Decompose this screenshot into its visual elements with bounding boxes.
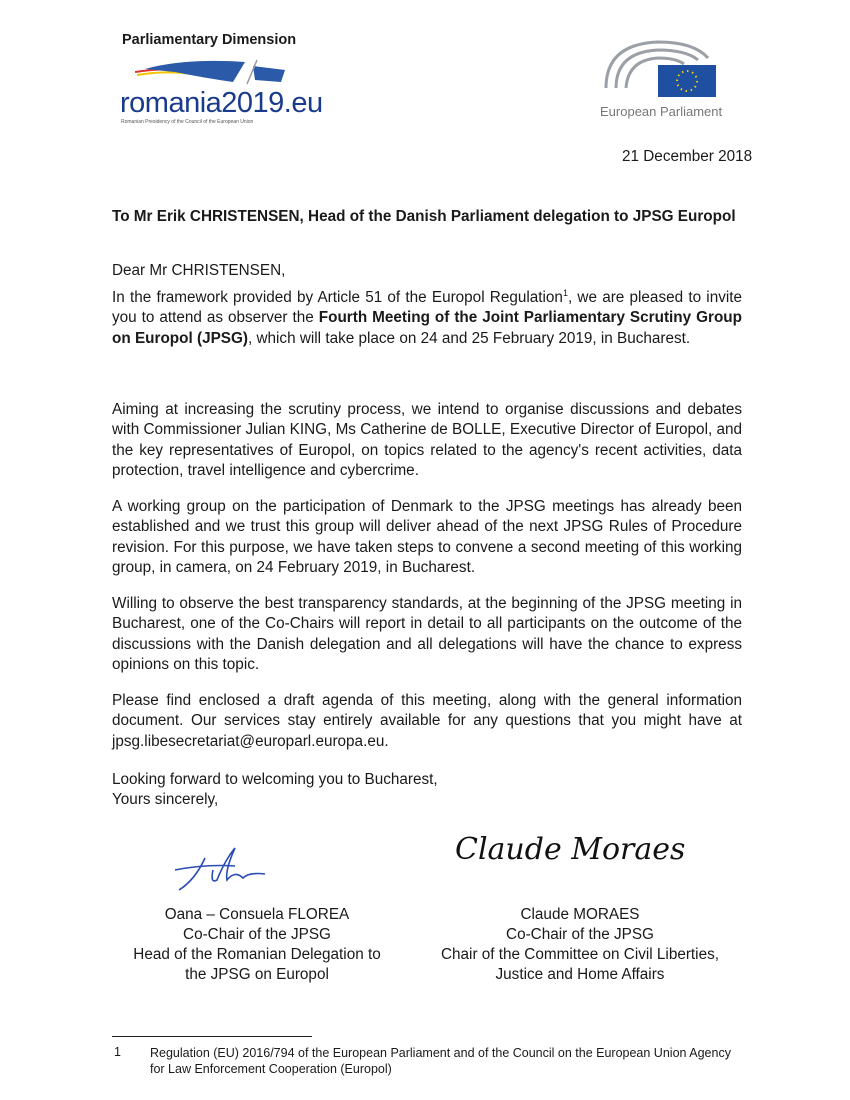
- paragraph-agenda: Aiming at increasing the scrutiny process, we intend to organise discussions and debates with Commissioner Julian KING, Ms Catherine de BOLLE, Executive Director of Europol, and the key representatives of Europol, on topics related to the agency's recent activities, data protection, travel intelligence and cybercrime.: [112, 401, 742, 479]
- closing-line: Yours sincerely,: [112, 791, 219, 809]
- parliamentary-dimension-title: Parliamentary Dimension: [122, 32, 297, 48]
- paragraph-working-group: A working group on the participation of Denmark to the JPSG meetings has already been established and we trust this group will deliver ahead of the next JPSG Rules of Procedure revision. For this purpose, we have taken steps to convene a second meeting of this working group, in camera, on 24 February 2019, in Bucharest.: [112, 498, 742, 576]
- closing-line: Looking forward to welcoming you to Bucharest,: [112, 771, 438, 788]
- paragraph-invitation: [112, 283, 742, 349]
- romania-logo-subtitle: Romanian Presidency of the Council of the European Union: [121, 119, 254, 125]
- footnote-ref: 1: [562, 288, 568, 298]
- signatory-role: Co-Chair of the JPSG: [506, 926, 654, 943]
- moraes-signature: Claude Moraes: [455, 832, 686, 867]
- closing: [112, 770, 438, 811]
- p1-text: In the framework provided by Article 51 of the Europol Regulation: [112, 289, 563, 307]
- romania-presidency-logo-icon: [135, 58, 290, 88]
- paragraph-enclosures: Please find enclosed a draft agenda of this meeting, along with the general information document. Our services stay entirely available for any questions that you might have at jpsg.libesecretariat@europarl.europa.eu.: [112, 692, 742, 750]
- signatory-name: Claude MORAES: [520, 906, 640, 923]
- signatory-role: Justice and Home Affairs: [495, 966, 665, 983]
- signatory-role: Chair of the Committee on Civil Liberties,: [440, 946, 719, 963]
- meeting-name: Fourth Meeting of the Joint Parliamentary Scrutiny Group on Europol (JPSG): [112, 309, 742, 347]
- footnote-text: Regulation (EU) 2016/794 of the European Parliament and of the Council on the European Union Agency for Law Enforcement Cooperation (Europol): [150, 1046, 731, 1076]
- signatory-role: the JPSG on Europol: [185, 966, 329, 983]
- p1-text: , which will take place on 24 and 25 February 2019, in Bucharest.: [247, 329, 691, 347]
- footnote-divider: [112, 1036, 312, 1037]
- florea-signature-icon: [165, 840, 285, 895]
- signatory-name: Oana – Consuela FLOREA: [164, 906, 350, 923]
- signatory-moraes: [420, 905, 740, 985]
- signatory-role: Head of the Romanian Delegation to: [133, 946, 381, 963]
- european-parliament-logo-icon: [598, 38, 718, 98]
- p1-text: , we are pleased to invite you to attend as observer the: [112, 289, 743, 327]
- letter-subject: To Mr Erik CHRISTENSEN, Head of the Danish Parliament delegation to JPSG Europol: [112, 208, 736, 225]
- signatory-florea: [112, 905, 402, 985]
- signatory-role: Co-Chair of the JPSG: [183, 926, 331, 943]
- salutation: Dear Mr CHRISTENSEN,: [112, 262, 286, 279]
- letter-date: 21 December 2018: [622, 148, 753, 165]
- paragraph-transparency: Willing to observe the best transparency standards, at the beginning of the JPSG meeting in Bucharest, one of the Co-Chairs will report in detail to all participants on the outcome of the discussions with the Danish delegation and all delegations will have the chance to express opinions on this topic.: [112, 595, 742, 673]
- european-parliament-label: European Parliament: [600, 104, 723, 119]
- romania2019-logo-text: romania2019.eu: [120, 87, 323, 119]
- footnote-number: 1: [114, 1045, 121, 1059]
